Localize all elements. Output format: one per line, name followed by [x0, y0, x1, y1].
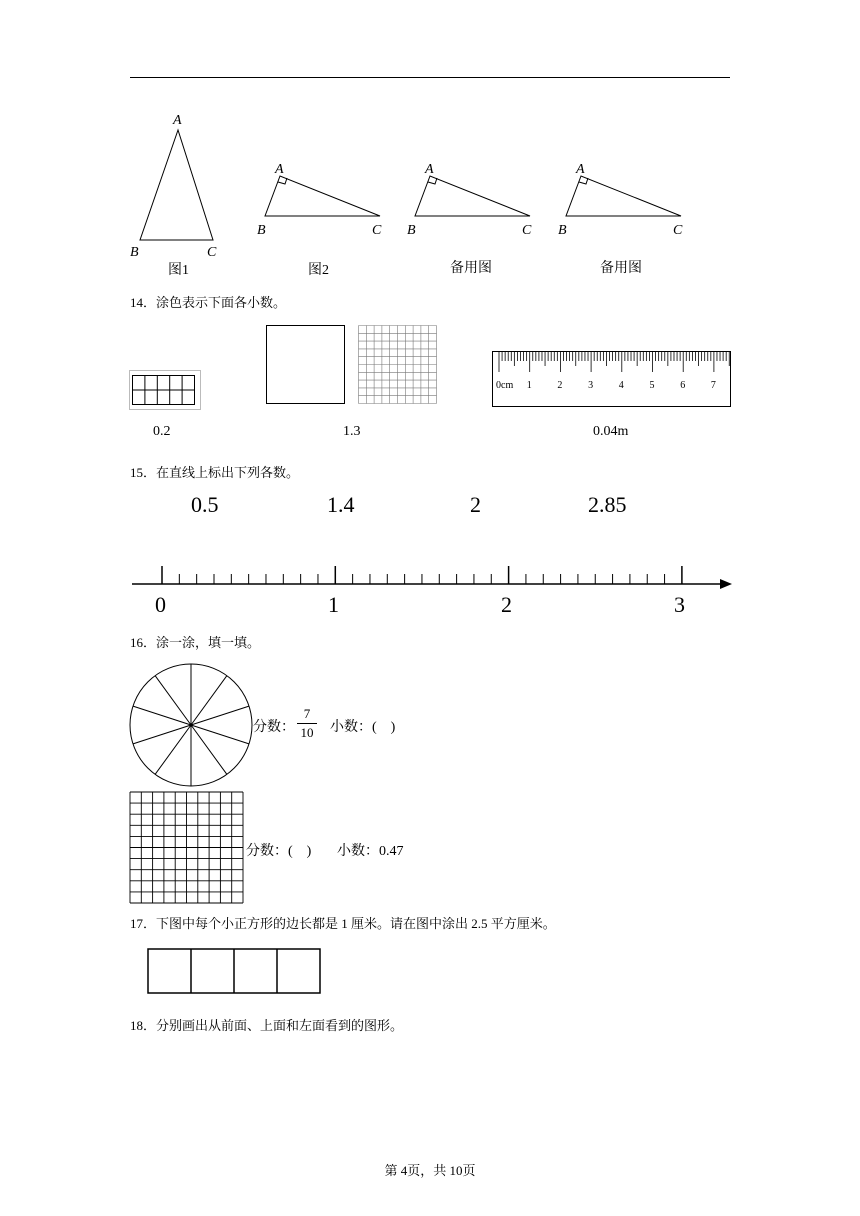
vertex-c-label: C: [372, 223, 382, 238]
page-footer: 第 4页，共 10页: [384, 1163, 476, 1178]
vertex-b-label: B: [558, 223, 567, 238]
header-rule: [130, 77, 730, 78]
q13-figure-2-label: 图2: [308, 263, 329, 278]
ruler-unit-label: 0cm: [496, 380, 514, 391]
axis-label-0: 0: [155, 592, 166, 617]
q16-title: 16．涂一涂，填一填。: [130, 635, 261, 650]
q15-number-2: 1.4: [327, 492, 355, 517]
q14-value-3: 0.04m: [593, 424, 629, 439]
q13-spare-figure-2: [556, 160, 691, 240]
q14-unit-square[interactable]: [266, 325, 346, 405]
q17-four-squares[interactable]: [147, 948, 322, 996]
axis-label-2: 2: [501, 592, 512, 617]
ruler-number: 2: [557, 380, 563, 391]
q16-grid-decimal-label: 小数：0.47: [337, 844, 404, 859]
axis-label-1: 1: [328, 592, 339, 617]
q15-title: 15．在直线上标出下列各数。: [130, 465, 300, 480]
q16-fraction: [297, 706, 317, 741]
q18-title: 18．分别画出从前面、上面和左面看到的图形。: [130, 1018, 404, 1033]
ruler-number: 7: [710, 380, 716, 391]
q16-circle-fraction-label: 分数：: [253, 720, 295, 735]
q15-number-3: 2: [470, 492, 481, 517]
q16-hundred-grid[interactable]: [129, 791, 245, 905]
q15-number-1: 0.5: [191, 492, 219, 517]
vertex-a-label: A: [576, 162, 585, 177]
q14-tenths-grid[interactable]: [129, 370, 201, 410]
q13-spare-figure-1-label: 备用图: [450, 261, 492, 276]
q13-figure-1: [125, 108, 235, 258]
vertex-a-label: A: [173, 113, 182, 128]
ruler-number: 3: [588, 380, 594, 391]
vertex-a-label: A: [275, 162, 284, 177]
vertex-b-label: B: [257, 223, 266, 238]
q14-hundredths-grid[interactable]: [358, 325, 438, 405]
ruler-number: 5: [649, 380, 655, 391]
q14-ruler[interactable]: [492, 351, 732, 409]
q16-grid-fraction-label[interactable]: 分数：( ): [246, 844, 312, 859]
q13-figure-2: [255, 160, 390, 240]
vertex-b-label: B: [130, 245, 139, 258]
q15-number-4: 2.85: [588, 492, 627, 517]
vertex-c-label: C: [207, 245, 217, 258]
q13-spare-figure-2-label: 备用图: [600, 261, 642, 276]
q16-circle-10-parts[interactable]: [128, 662, 254, 788]
q15-number-line[interactable]: [128, 560, 736, 596]
ruler-number: 1: [526, 380, 532, 391]
vertex-a-label: A: [425, 162, 434, 177]
q16-circle-decimal-label[interactable]: 小数：( ): [330, 720, 396, 735]
fraction-bar: [297, 723, 317, 724]
axis-label-3: 3: [674, 592, 685, 617]
q14-title: 14．涂色表示下面各小数。: [130, 295, 287, 310]
q14-value-1: 0.2: [153, 424, 171, 439]
vertex-b-label: B: [407, 223, 416, 238]
q13-figure-1-label: 图1: [168, 263, 189, 278]
vertex-c-label: C: [522, 223, 532, 238]
q14-value-2: 1.3: [343, 424, 361, 439]
ruler-number: 6: [680, 380, 686, 391]
vertex-c-label: C: [673, 223, 683, 238]
denominator: 10: [300, 725, 314, 740]
q17-title: 17．下图中每个小正方形的边长都是 1 厘米。请在图中涂出 2.5 平方厘米。: [130, 916, 556, 931]
q13-spare-figure-1: [405, 160, 540, 240]
ruler-number: 4: [618, 380, 624, 391]
numerator: 7: [303, 706, 311, 721]
